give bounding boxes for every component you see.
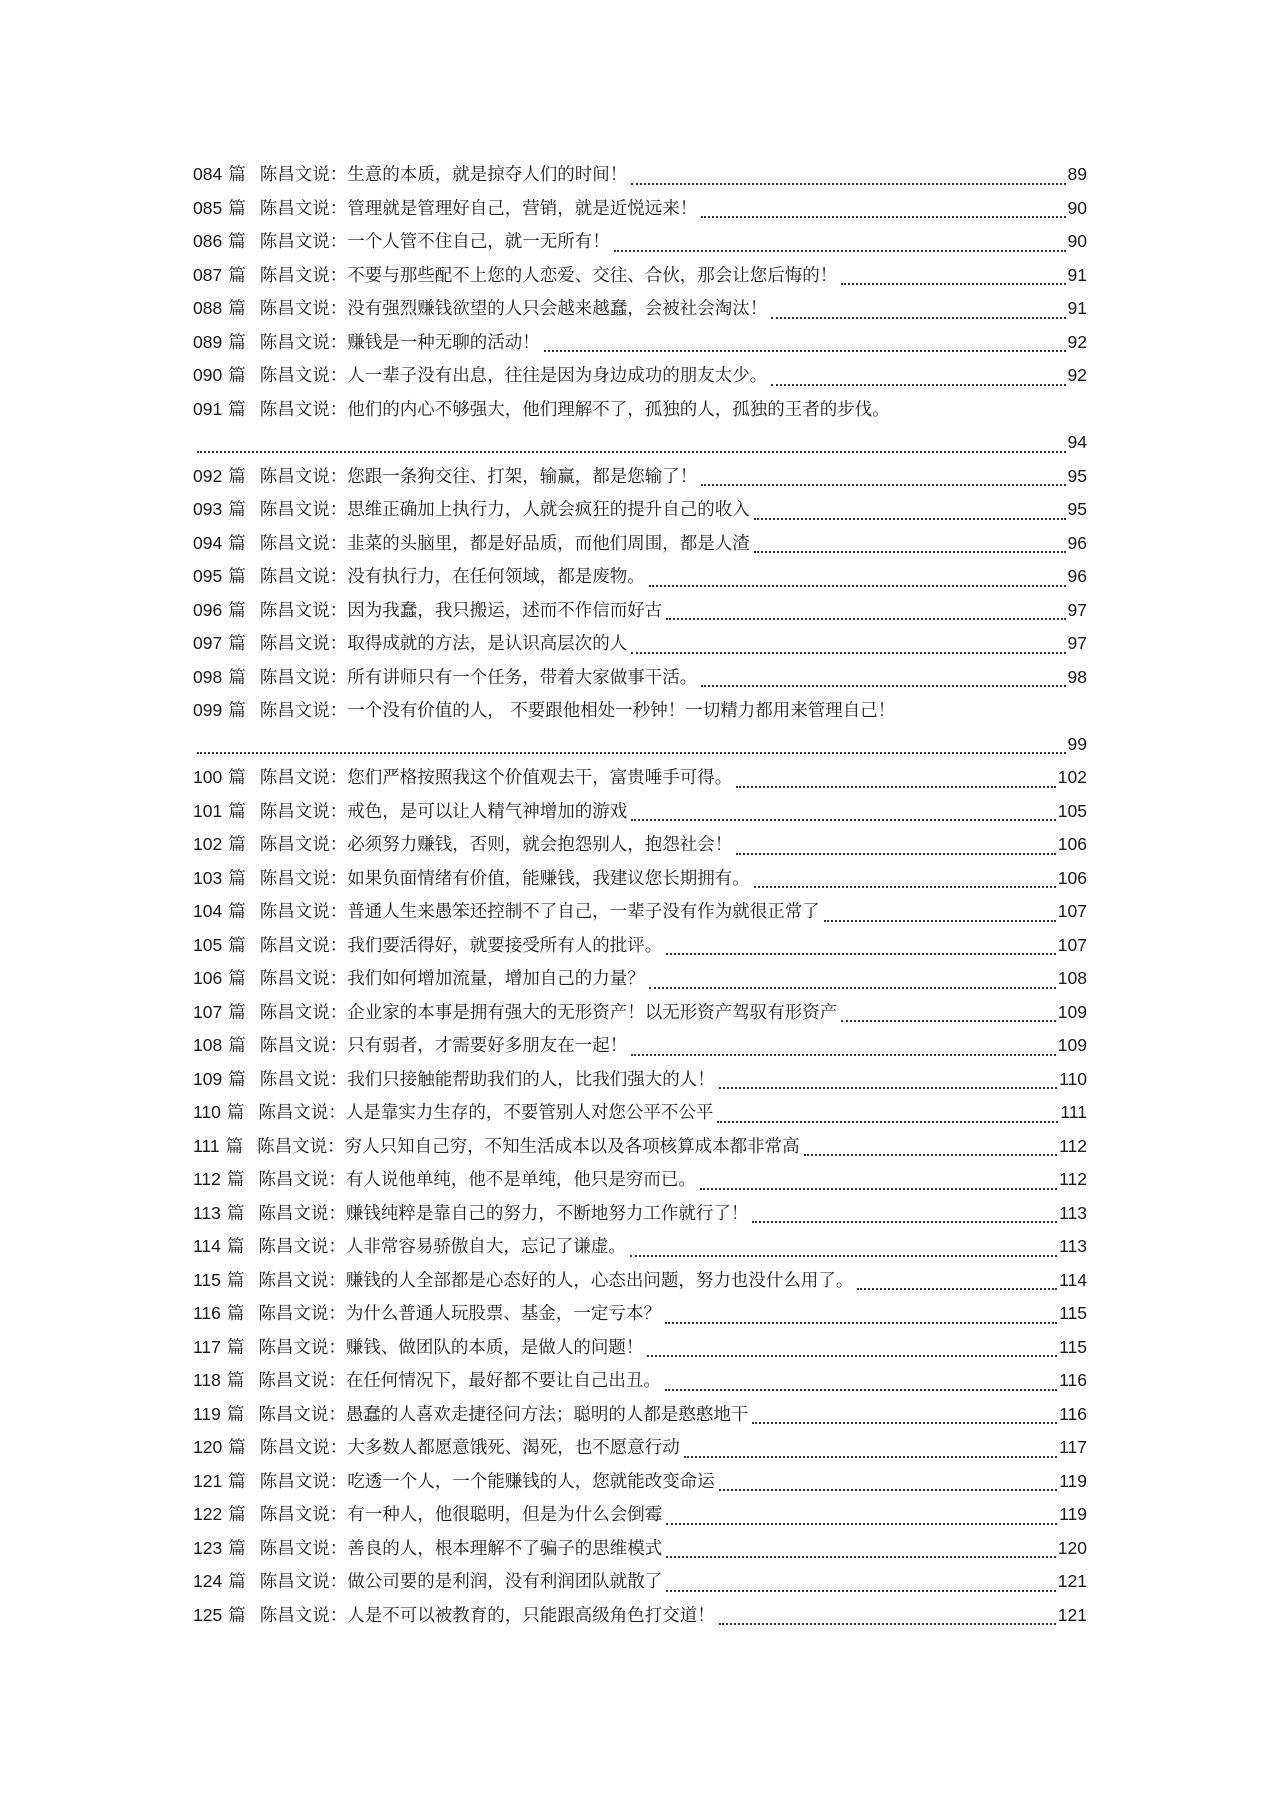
entry-page-number: 111 [1060,1102,1087,1122]
entry-number: 092 [193,465,223,486]
toc-entry[interactable] [193,895,1087,929]
entry-number: 101 [193,800,223,821]
entry-label: 篇 [228,868,246,889]
dot-leader [719,1623,1056,1625]
entry-title: 陈昌文说：他们的内心不够强大，他们理解不了，孤独的人，孤独的王者的步伐。 [259,399,890,420]
entry-title: 陈昌文说：大多数人都愿意饿死、渴死，也不愿意行动 [259,1438,680,1458]
toc-entry[interactable] [193,326,1087,360]
entry-page-number: 98 [1067,666,1087,687]
entry-number: 119 [193,1403,221,1424]
entry-label: 篇 [226,1371,245,1391]
dot-leader [665,1389,1057,1391]
entry-number: 114 [193,1236,221,1256]
entry-label: 篇 [228,935,246,956]
entry-label: 篇 [228,667,246,688]
dot-leader [841,1020,1056,1022]
entry-number: 113 [193,1202,221,1223]
dot-leader [701,685,1065,687]
entry-page-number: 102 [1057,767,1087,787]
entry-number: 122 [193,1504,223,1524]
toc-entry[interactable] [193,359,1087,393]
toc-entry[interactable] [193,996,1087,1030]
entry-label: 篇 [228,768,246,788]
entry-label: 篇 [228,198,246,219]
toc-entry-line [193,728,1087,762]
entry-title: 陈昌文说：思维正确加上执行力，人就会疯狂的提升自己的收入 [259,500,750,520]
dot-leader [631,819,1056,821]
entry-title: 陈昌文说：没有强烈赚钱欲望的人只会越来越蠢，会被社会淘汰！ [259,299,768,319]
entry-page-number: 113 [1059,1202,1087,1223]
entry-title: 陈昌文说：我们如何增加流量，增加自己的力量？ [259,969,645,989]
entry-title: 陈昌文说：不要与那些配不上您的人恋爱、交往、合伙，那会让您后悔的！ [259,265,838,286]
entry-number: 088 [193,298,223,318]
toc-entry[interactable] [193,1498,1087,1532]
dot-leader [684,1456,1057,1458]
entry-label: 篇 [226,1304,245,1324]
entry-title: 陈昌文说：没有执行力，在任何领域，都是废物。 [259,567,645,587]
dot-leader [630,1255,1057,1257]
toc-entry[interactable] [193,1532,1087,1566]
dot-leader [666,1523,1057,1525]
entry-number: 120 [193,1437,223,1457]
toc-entry[interactable] [193,1029,1087,1063]
entry-title: 陈昌文说：戒色，是可以让人精气神增加的游戏 [259,801,628,822]
toc-entry[interactable] [193,1096,1087,1130]
dot-leader [197,752,1066,754]
dot-leader [771,317,1065,319]
entry-title: 陈昌文说：所有讲师只有一个任务，带着大家做事干活。 [259,667,698,688]
entry-page-number: 114 [1059,1269,1087,1290]
entry-label: 篇 [228,902,246,922]
entry-page-number: 107 [1057,901,1087,921]
toc-entry[interactable] [193,694,1087,761]
entry-page-number: 119 [1059,1470,1087,1491]
dot-leader [631,652,1065,654]
entry-page-number: 108 [1057,968,1087,988]
toc-entry[interactable] [193,1163,1087,1197]
entry-title: 陈昌文说：有人说他单纯，他不是单纯，他只是穷而已。 [258,1170,696,1190]
entry-label: 篇 [228,801,246,822]
toc-entry[interactable] [193,1063,1087,1097]
entry-label: 篇 [228,835,246,855]
entry-label: 篇 [228,969,246,989]
dot-leader [771,384,1065,386]
entry-number: 107 [193,1001,223,1022]
entry-label: 篇 [228,1471,246,1492]
dot-leader [824,920,1056,922]
entry-page-number: 121 [1057,1604,1087,1625]
entry-label: 篇 [228,567,246,587]
entry-number: 108 [193,1035,223,1055]
entry-number: 112 [193,1169,221,1189]
entry-title: 陈昌文说：如果负面情绪有价值，能赚钱，我建议您长期拥有。 [259,868,750,889]
dot-leader [666,1556,1056,1558]
entry-number: 094 [193,532,223,553]
entry-page-number: 106 [1057,834,1087,854]
entry-title: 陈昌文说：一个人管不住自己，就一无所有！ [259,232,610,252]
entry-page-number: 90 [1067,197,1087,218]
entry-title: 陈昌文说：人是不可以被教育的，只能跟高级角色打交道！ [259,1605,715,1626]
entry-number: 109 [193,1068,223,1089]
entry-title: 陈昌文说：愚蠢的人喜欢走捷径问方法；聪明的人都是憨憨地干 [258,1404,749,1425]
entry-number: 096 [193,599,223,620]
entry-title: 陈昌文说：赚钱的人全部都是心态好的人，心态出问题，努力也没什么用了。 [258,1270,854,1291]
toc-entry[interactable] [193,1364,1087,1398]
dot-leader [631,183,1065,185]
entry-label: 篇 [226,1270,245,1291]
entry-number: 103 [193,867,223,888]
toc-entry[interactable] [193,527,1087,561]
entry-page-number: 97 [1067,599,1087,620]
entry-page-number: 120 [1057,1537,1087,1558]
toc-entry[interactable] [193,259,1087,293]
dot-leader [754,886,1056,888]
entry-title: 陈昌文说：在任何情况下，最好都不要让自己出丑。 [258,1371,661,1391]
entry-label: 篇 [228,500,246,520]
entry-title: 陈昌文说：管理就是管理好自己，营销，就是近悦远来！ [259,198,698,219]
entry-number: 089 [193,331,223,352]
entry-label: 篇 [228,366,246,386]
dot-leader [614,250,1066,252]
entry-label: 篇 [228,1605,246,1626]
entry-label: 篇 [228,1002,246,1023]
entry-page-number: 105 [1057,800,1087,821]
entry-page-number: 112 [1059,1169,1087,1189]
entry-label: 篇 [228,701,246,721]
dot-leader [700,1188,1057,1190]
entry-number: 110 [193,1102,221,1122]
entry-title: 陈昌文说：赚钱是一种无聊的活动！ [259,332,540,353]
entry-title: 陈昌文说：只有弱者，才需要好多朋友在一起！ [259,1036,628,1056]
toc-entry[interactable] [193,192,1087,226]
entry-page-number: 95 [1067,465,1087,486]
entry-label: 篇 [228,634,246,654]
entry-title: 陈昌文说：为什么普通人玩股票、基金，一定亏本？ [258,1304,661,1324]
entry-label: 篇 [226,1203,245,1224]
entry-number: 095 [193,566,223,586]
entry-number: 085 [193,197,223,218]
dot-leader [857,1288,1057,1290]
entry-title: 陈昌文说：我们只接触能帮助我们的人，比我们强大的人！ [259,1069,715,1090]
entry-number: 117 [193,1336,221,1357]
toc-entry-line [193,694,1087,728]
toc-entry[interactable] [193,1565,1087,1599]
entry-label: 篇 [226,1103,245,1123]
entry-title: 陈昌文说：普通人生来愚笨还控制不了自己，一辈子没有作为就很正常了 [259,902,820,922]
entry-label: 篇 [228,299,246,319]
entry-number: 098 [193,666,223,687]
entry-number: 100 [193,767,223,787]
toc-entry[interactable] [193,1331,1087,1365]
toc-entry[interactable] [193,493,1087,527]
dot-leader [544,350,1066,352]
entry-page-number: 96 [1067,532,1087,553]
entry-number: 106 [193,968,223,988]
dot-leader [719,1489,1057,1491]
toc-entry[interactable] [193,929,1087,963]
toc-entry[interactable] [193,594,1087,628]
entry-title: 陈昌文说：一个没有价值的人， 不要跟他相处一秒钟！一切精力都用来管理自己！ [259,701,896,721]
entry-title: 陈昌文说：生意的本质，就是掠夺人们的时间！ [259,165,628,185]
dot-leader [736,853,1056,855]
toc-entry[interactable] [193,1264,1087,1298]
entry-page-number: 99 [1067,733,1087,754]
entry-title: 陈昌文说：您跟一条狗交往、打架，输赢，都是您输了！ [259,466,698,487]
entry-label: 篇 [228,1538,246,1559]
entry-title: 陈昌文说：吃透一个人，一个能赚钱的人，您就能改变命运 [259,1471,715,1492]
toc-entry[interactable] [193,393,1087,460]
entry-title: 陈昌文说：善良的人，根本理解不了骗子的思维模式 [259,1538,663,1559]
entry-page-number: 117 [1059,1437,1087,1457]
entry-title: 陈昌文说：赚钱纯粹是靠自己的努力，不断地努力工作就行了！ [258,1203,749,1224]
entry-page-number: 97 [1067,633,1087,653]
entry-page-number: 121 [1057,1571,1087,1591]
toc-entry[interactable] [193,1130,1087,1164]
entry-number: 104 [193,901,223,921]
entry-title: 陈昌文说：人非常容易骄傲自大，忘记了谦虚。 [258,1237,626,1257]
toc-entry[interactable] [193,1599,1087,1633]
entry-number: 091 [193,398,223,419]
entry-label: 篇 [228,399,246,420]
entry-page-number: 116 [1059,1403,1087,1424]
entry-number: 086 [193,231,223,251]
dot-leader [719,1087,1057,1089]
entry-label: 篇 [228,466,246,487]
entry-number: 102 [193,834,223,854]
entry-label: 篇 [228,1505,246,1525]
entry-number: 099 [193,700,223,720]
entry-page-number: 89 [1067,164,1087,184]
entry-page-number: 90 [1067,231,1087,251]
entry-page-number: 119 [1059,1504,1087,1524]
entry-number: 123 [193,1537,223,1558]
toc-entry[interactable] [193,292,1087,326]
toc-entry-line [193,426,1087,460]
entry-label: 篇 [228,332,246,353]
toc-entry[interactable] [193,661,1087,695]
dot-leader [717,1121,1058,1123]
dot-leader [649,585,1066,587]
dot-leader [736,786,1056,788]
dot-leader [841,283,1065,285]
entry-title: 陈昌文说：企业家的本事是拥有强大的无形资产！以无形资产驾驭有形资产 [259,1002,838,1023]
toc-entry[interactable] [193,225,1087,259]
entry-title: 陈昌文说：因为我蠢，我只搬运，述而不作信而好古 [259,600,663,621]
entry-label: 篇 [226,1237,245,1257]
toc-entry[interactable] [193,1398,1087,1432]
dot-leader [665,1322,1057,1324]
entry-number: 111 [193,1135,220,1156]
entry-label: 篇 [228,533,246,554]
entry-page-number: 92 [1067,331,1087,352]
entry-title: 陈昌文说：人一辈子没有出息，往往是因为身边成功的朋友太少。 [259,366,768,386]
entry-number: 084 [193,164,223,184]
dot-leader [701,216,1065,218]
entry-page-number: 113 [1059,1236,1087,1256]
toc-entry[interactable] [193,1230,1087,1264]
entry-number: 115 [193,1269,221,1290]
dot-leader [752,1422,1057,1424]
entry-page-number: 115 [1059,1336,1087,1357]
toc-entry[interactable] [193,862,1087,896]
toc-entry[interactable] [193,1465,1087,1499]
entry-number: 093 [193,499,223,519]
entry-page-number: 91 [1067,264,1087,285]
dot-leader [647,1355,1057,1357]
entry-title: 陈昌文说：您们严格按照我这个价值观去干，富贵唾手可得。 [259,768,733,788]
entry-label: 篇 [228,1036,246,1056]
entry-page-number: 110 [1059,1068,1087,1089]
toc-entry[interactable] [193,1431,1087,1465]
entry-page-number: 112 [1059,1135,1087,1156]
toc-entry[interactable] [193,962,1087,996]
entry-title: 陈昌文说：必须努力赚钱，否则，就会抱怨别人，抱怨社会！ [259,835,733,855]
entry-title: 陈昌文说：做公司要的是利润，没有利润团队就散了 [259,1572,663,1592]
entry-label: 篇 [225,1136,244,1157]
entry-page-number: 106 [1057,867,1087,888]
dot-leader [752,1221,1057,1223]
dot-leader [649,987,1056,989]
entry-label: 篇 [228,1572,246,1592]
toc-entry[interactable] [193,1297,1087,1331]
toc-entry[interactable] [193,627,1087,661]
entry-number: 121 [193,1470,223,1491]
entry-label: 篇 [228,265,246,286]
toc-entry[interactable] [193,795,1087,829]
entry-title: 陈昌文说：人是靠实力生存的，不要管别人对您公平不公平 [258,1103,714,1123]
entry-title: 陈昌文说：有一种人，他很聪明，但是为什么会倒霉 [259,1505,663,1525]
toc-entry[interactable] [193,560,1087,594]
entry-page-number: 92 [1067,365,1087,385]
entry-label: 篇 [226,1337,245,1358]
entry-page-number: 107 [1057,934,1087,955]
toc-entry[interactable] [193,761,1087,795]
entry-page-number: 115 [1059,1303,1087,1323]
entry-title: 陈昌文说：赚钱、做团队的本质，是做人的问题！ [258,1337,644,1358]
table-of-contents [193,158,1087,1632]
entry-title: 陈昌文说：取得成就的方法，是认识高层次的人 [259,634,628,654]
entry-number: 097 [193,633,223,653]
entry-page-number: 96 [1067,566,1087,586]
entry-title: 陈昌文说：穷人只知自己穷，不知生活成本以及各项核算成本都非常高 [257,1136,800,1157]
entry-number: 124 [193,1571,223,1591]
entry-page-number: 109 [1057,1035,1087,1055]
entry-number: 090 [193,365,223,385]
dot-leader [754,518,1066,520]
dot-leader [197,451,1066,453]
entry-page-number: 94 [1067,432,1087,452]
entry-label: 篇 [226,1404,245,1425]
entry-number: 087 [193,264,223,285]
dot-leader [804,1154,1057,1156]
entry-label: 篇 [228,165,246,185]
toc-entry[interactable] [193,158,1087,192]
entry-number: 105 [193,934,223,955]
entry-page-number: 95 [1067,499,1087,519]
entry-label: 篇 [228,1438,246,1458]
entry-number: 116 [193,1303,221,1323]
entry-title: 陈昌文说：韭菜的头脑里，都是好品质，而他们周围，都是人渣 [259,533,750,554]
entry-page-number: 109 [1057,1001,1087,1022]
toc-entry[interactable] [193,828,1087,862]
dot-leader [666,618,1065,620]
entry-number: 125 [193,1604,223,1625]
entry-page-number: 116 [1059,1370,1087,1390]
entry-number: 118 [193,1370,221,1390]
entry-title: 陈昌文说：我们要活得好，就要接受所有人的批评。 [259,935,663,956]
entry-label: 篇 [228,600,246,621]
toc-entry[interactable] [193,460,1087,494]
entry-label: 篇 [228,1069,246,1090]
toc-entry[interactable] [193,1197,1087,1231]
dot-leader [701,484,1065,486]
entry-label: 篇 [228,232,246,252]
dot-leader [666,1590,1056,1592]
dot-leader [631,1054,1056,1056]
toc-entry-line [193,393,1087,427]
entry-label: 篇 [226,1170,245,1190]
dot-leader [666,953,1056,955]
dot-leader [754,551,1066,553]
entry-page-number: 91 [1067,298,1087,318]
